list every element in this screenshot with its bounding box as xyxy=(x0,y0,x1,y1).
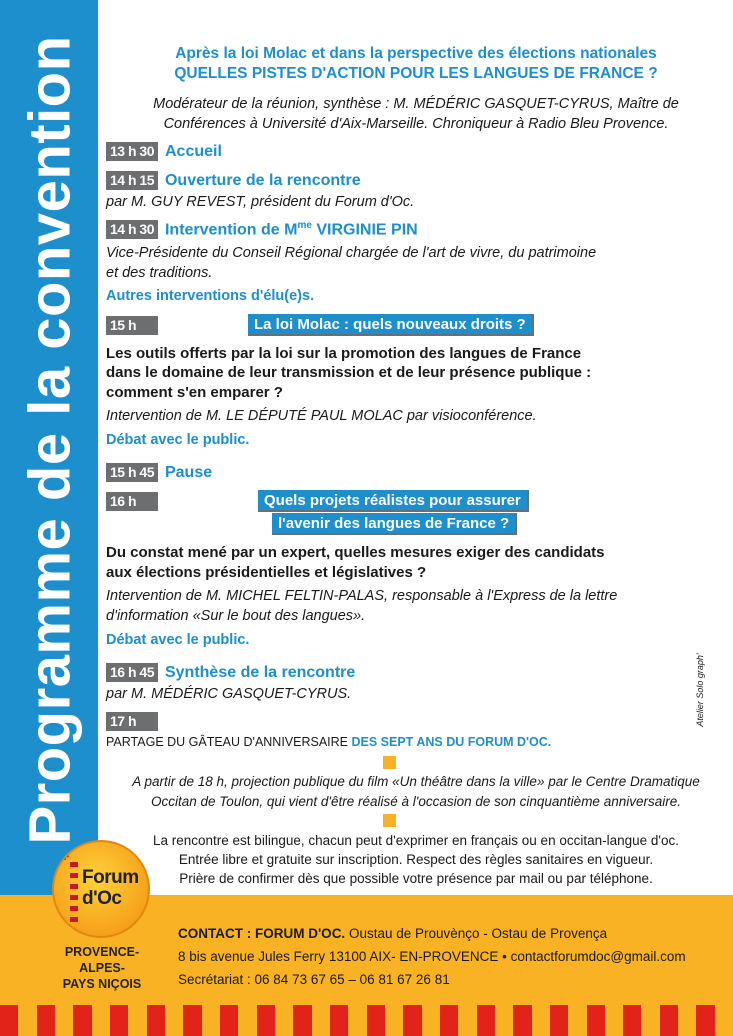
slot-15h xyxy=(106,316,158,335)
flag-stripe xyxy=(73,1005,91,1036)
flag-stripe xyxy=(513,1005,531,1036)
cake-text: PARTAGE DU GÂTEAU D'ANNIVERSAIRE xyxy=(106,735,352,749)
flag-stripe xyxy=(330,1005,348,1036)
flag-stripe xyxy=(18,1005,36,1036)
time-badge: 15 h xyxy=(106,316,158,335)
flag-stripe xyxy=(202,1005,220,1036)
info-text xyxy=(106,831,726,888)
flag-stripe xyxy=(165,1005,183,1036)
contact-block xyxy=(178,926,686,995)
flag-stripe xyxy=(495,1005,513,1036)
time-badge: 14 h 30 xyxy=(106,220,158,239)
synthese-by: par M. MÉDÉRIC GASQUET-CYRUS. xyxy=(106,686,352,702)
speaker-molac: Intervention de M. LE DÉPUTÉ PAUL MOLAC par visioconférence. xyxy=(106,408,537,424)
flag-stripe xyxy=(422,1005,440,1036)
flag-stripe xyxy=(477,1005,495,1036)
flag-stripe xyxy=(440,1005,458,1036)
flag-stripe xyxy=(183,1005,201,1036)
slot-intervention-pin xyxy=(106,220,418,239)
flag-stripe xyxy=(275,1005,293,1036)
flag-stripe xyxy=(147,1005,165,1036)
forum-doc-logo xyxy=(52,840,150,938)
contact-org: Oustau de Prouvènço - Ostau de Provença xyxy=(345,926,608,941)
occitan-cross-icon: ✤ xyxy=(60,851,70,863)
slot-ouverture xyxy=(106,171,361,190)
flag-stripe xyxy=(641,1005,659,1036)
region-line1: PROVENCE- xyxy=(64,945,140,959)
slot-title: Ouverture de la rencontre xyxy=(164,171,361,189)
side-title: Programme de la convention xyxy=(17,35,83,845)
credit: Atelier Solo graph' xyxy=(695,653,705,727)
time-badge: 17 h xyxy=(106,712,158,731)
logo-text xyxy=(82,867,139,909)
headline-line1: Après la loi Molac et dans la perspective des élections nationales xyxy=(175,45,657,62)
flag-stripe xyxy=(37,1005,55,1036)
slot-by: par M. GUY REVEST, président du Forum d'Oc. xyxy=(106,194,415,210)
moderator-line1: Modérateur de la réunion, synthèse : M. MÉDÉRIC GASQUET-CYRUS, Maître de xyxy=(153,96,679,112)
pin-desc-line1: Vice-Présidente du Conseil Régional chargée de l'art de vivre, du patrimoine xyxy=(106,245,597,261)
flag-stripe xyxy=(532,1005,550,1036)
topic-projets-line1: Quels projets réalistes pour assurer xyxy=(258,490,529,512)
slot-title: Pause xyxy=(164,463,213,481)
time-badge: 16 h xyxy=(106,492,158,511)
slot-title: Accueil xyxy=(164,142,222,160)
flag-stripe xyxy=(55,1005,73,1036)
flag-stripe xyxy=(128,1005,146,1036)
title-sup: me xyxy=(297,220,312,231)
title-pre: Intervention de M xyxy=(164,221,298,239)
time-badge: 16 h 45 xyxy=(106,663,158,682)
logo-circle xyxy=(52,840,150,938)
contact-label: CONTACT : FORUM D'OC. xyxy=(178,926,346,941)
flag-stripe xyxy=(550,1005,568,1036)
region-label xyxy=(47,944,157,992)
logo-line1: Forum xyxy=(82,867,139,888)
flag-stripe xyxy=(678,1005,696,1036)
topic-loi-molac: La loi Molac : quels nouveaux droits ? xyxy=(248,314,534,336)
cake-line xyxy=(106,735,551,749)
flag-stripe xyxy=(367,1005,385,1036)
headline-line2: QUELLES PISTES D'ACTION POUR LES LANGUES DE FRANCE ? xyxy=(174,65,658,82)
flag-stripe xyxy=(385,1005,403,1036)
occitan-flag-stripes xyxy=(0,1005,733,1036)
flag-stripe xyxy=(458,1005,476,1036)
other-interventions: Autres interventions d'élu(e)s. xyxy=(106,288,315,304)
slot-17h xyxy=(106,712,158,731)
question-line2: dans le domaine de leur transmission et de leur présence publique : xyxy=(106,364,592,381)
flag-stripe xyxy=(0,1005,18,1036)
separator-square xyxy=(383,756,396,769)
time-badge: 15 h 45 xyxy=(106,463,158,482)
screening-text xyxy=(106,772,726,812)
flag-stripe xyxy=(348,1005,366,1036)
slot-accueil xyxy=(106,142,222,161)
info-line1: La rencontre est bilingue, chacun peut d'exprimer en français ou en occitan-langue d'oc. xyxy=(153,833,679,848)
info-line2: Entrée libre et gratuite sur inscription. Respect des règles sanitaires en vigueur. xyxy=(178,852,654,867)
debate-1: Débat avec le public. xyxy=(106,432,250,448)
question2-line2: aux élections présidentielles et législatives ? xyxy=(106,564,427,581)
flag-stripe xyxy=(568,1005,586,1036)
region-line3: PAYS NIÇOIS xyxy=(62,977,142,991)
slot-pause xyxy=(106,463,212,482)
question-line3: comment s'en emparer ? xyxy=(106,384,283,401)
flag-stripe xyxy=(92,1005,110,1036)
flag-stripe xyxy=(403,1005,421,1036)
flag-stripe xyxy=(312,1005,330,1036)
slot-title xyxy=(165,220,418,239)
question2-line1: Du constat mené par un expert, quelles mesures exiger des candidats xyxy=(106,544,605,561)
flag-stripe xyxy=(623,1005,641,1036)
screening-line1: A partir de 18 h, projection publique du film «Un théâtre dans la ville» par le Centre Dramatique xyxy=(132,774,700,789)
flag-stripe xyxy=(257,1005,275,1036)
time-badge: 13 h 30 xyxy=(106,142,158,161)
flag-stripe xyxy=(715,1005,733,1036)
slot-title: Synthèse de la rencontre xyxy=(164,663,356,681)
region-line2: ALPES- xyxy=(79,961,125,975)
pin-desc-line2: et des traditions. xyxy=(106,265,213,281)
debate-2: Débat avec le public. xyxy=(106,632,250,648)
separator-square xyxy=(383,814,396,827)
slot-synthese xyxy=(106,663,355,682)
flag-stripe xyxy=(696,1005,714,1036)
flag-stripe xyxy=(238,1005,256,1036)
title-post: VIRGINIE PIN xyxy=(311,221,418,239)
flag-stripe xyxy=(660,1005,678,1036)
flag-bars-icon xyxy=(70,862,78,922)
side-band xyxy=(0,0,98,895)
cake-text-blue: DES SEPT ANS DU FORUM D'OC. xyxy=(351,735,552,749)
moderator-line2: Conférences à Université d'Aix-Marseille. Chroniqueur à Radio Bleu Provence. xyxy=(163,116,669,132)
slot-16h xyxy=(106,492,158,511)
speaker-feltin-line1: Intervention de M. MICHEL FELTIN-PALAS, responsable à l'Express de la lettre xyxy=(106,588,618,604)
speaker-feltin-line2: d'information «Sur le bout des langues». xyxy=(106,608,366,624)
info-line3: Prière de confirmer dès que possible votre présence par mail ou par téléphone. xyxy=(179,871,653,886)
headline xyxy=(106,44,726,84)
screening-line2: Occitan de Toulon, qui vient d'être réalisé à l'occasion de son cinquantième anniversaire. xyxy=(151,794,681,809)
flag-stripe xyxy=(293,1005,311,1036)
flag-stripe xyxy=(220,1005,238,1036)
logo-line2: d'Oc xyxy=(82,888,122,909)
question-line1: Les outils offerts par la loi sur la promotion des langues de France xyxy=(106,345,582,362)
contact-line1 xyxy=(178,926,686,949)
moderator-text xyxy=(106,94,726,134)
contact-phone: Secrétariat : 06 84 73 67 65 – 06 81 67 26 81 xyxy=(178,972,450,987)
topic-projets-line2: l'avenir des langues de France ? xyxy=(272,513,517,535)
flag-stripe xyxy=(110,1005,128,1036)
flag-stripe xyxy=(587,1005,605,1036)
contact-address: 8 bis avenue Jules Ferry 13100 AIX- EN-PROVENCE • contactforumdoc@gmail.com xyxy=(178,949,686,964)
flag-stripe xyxy=(605,1005,623,1036)
time-badge: 14 h 15 xyxy=(106,171,158,190)
